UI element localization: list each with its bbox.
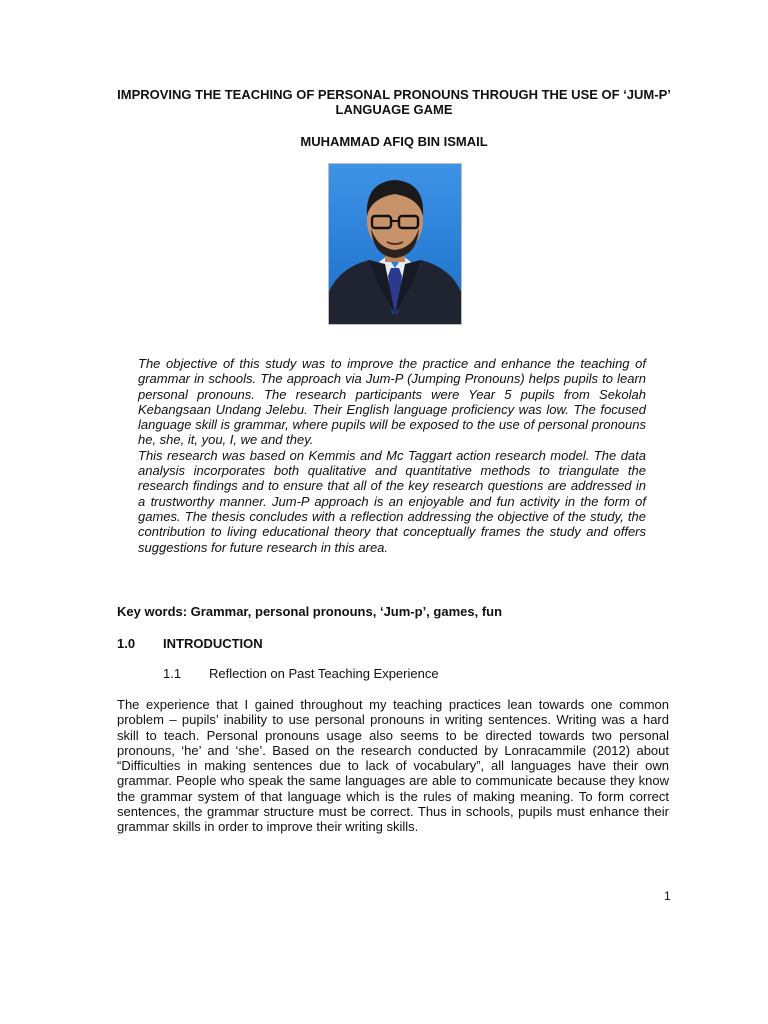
portrait-illustration (329, 164, 461, 324)
section-heading (117, 636, 263, 651)
subsection-heading (163, 666, 439, 681)
page-number: 1 (664, 889, 671, 903)
abstract-paragraph-1: The objective of this study was to improve the practice and enhance the teaching of grammar in schools. The approach via Jum-P (Jumping Pronouns) helps pupils to learn personal pronouns. The research participants were Year 5 pupils from Sekolah Kebangsaan Undang Jelebu. Their English language proficiency was low. The focused language skill is grammar, where pupils will be exposed to the use of personal pronouns he, she, it, you, I, we and they. (138, 356, 646, 448)
abstract-paragraph-2: This research was based on Kemmis and Mc Taggart action research model. The data analysis incorporates both qualitative and quantitative methods to triangulate the research findings and to ensure that all of the key research questions are addressed in a trustworthy manner. Jum-P approach is an enjoyable and fun activity in the form of games. The thesis concludes with a reflection addressing the objective of the study, the contribution to living educational theory that conceptually frames the study and offers suggestions for future research in this area. (138, 447, 646, 555)
subsection-title: Reflection on Past Teaching Experience (209, 666, 439, 681)
keywords: Key words: Grammar, personal pronouns, ‘Jum-p’, games, fun (117, 604, 503, 619)
abstract (138, 356, 646, 555)
author-name: MUHAMMAD AFIQ BIN ISMAIL (300, 134, 488, 149)
subsection-number: 1.1 (163, 666, 182, 681)
author-photo (328, 163, 462, 325)
section-title: INTRODUCTION (163, 636, 263, 651)
section-number: 1.0 (117, 636, 136, 651)
body-paragraph: The experience that I gained throughout my teaching practices lean towards one common problem – pupils’ inability to use personal pronouns in writing sentences. Writing was a hard skill to teach. Personal pronouns usage also seems to be directed towards two personal pronouns, ‘he’ and ‘she’. Based on the research conducted by Lonracammile (2012) about “Difficulties in making sentences due to lack of vocabulary”, all languages have their own grammar. People who speak the same languages are able to communicate because they know the grammar system of that language which is the rules of making meaning. To form correct sentences, the grammar structure must be correct. Thus in schools, pupils must enhance their grammar skills in order to improve their writing skills. (117, 697, 669, 835)
paper-title: IMPROVING THE TEACHING OF PERSONAL PRONOUNS THROUGH THE USE OF ‘JUM-P’ LANGUAGE GAME (117, 87, 671, 117)
